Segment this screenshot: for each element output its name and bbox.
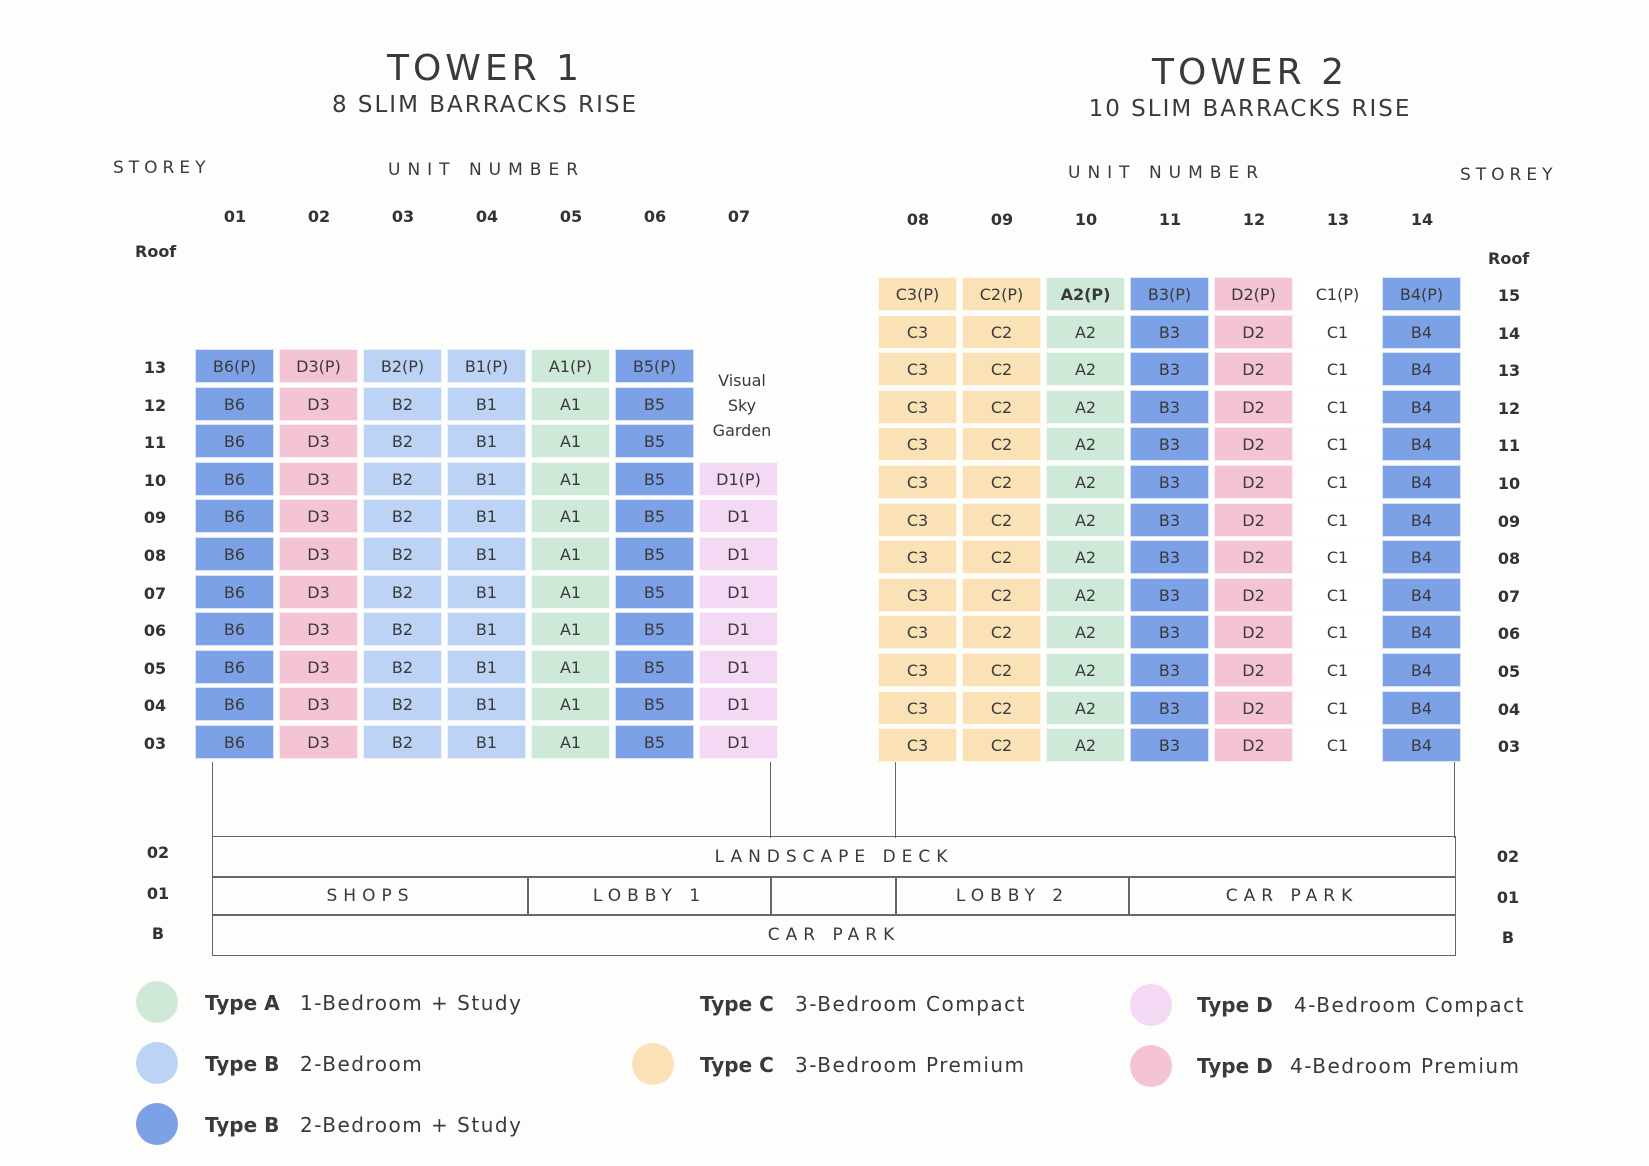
tower2-unit-13-11: C1 xyxy=(1298,427,1377,461)
legend-swatch-type-d-premium xyxy=(1130,1045,1172,1087)
tower1-storey-08: 08 xyxy=(143,546,167,565)
legend-type-b-study: Type B xyxy=(205,1113,280,1137)
tower1-unit-01-05: B6 xyxy=(195,650,274,684)
storey-02-left: 02 xyxy=(146,843,170,862)
tower2-unit-08-05: C3 xyxy=(878,653,957,687)
tower1-unit-06-13: B5(P) xyxy=(615,349,694,383)
tower2-unit-08-10: C3 xyxy=(878,465,957,499)
tower2-unit-10-03: A2 xyxy=(1046,728,1125,762)
tower2-unit-11-09: B3 xyxy=(1130,503,1209,537)
tower2-unit-13-07: C1 xyxy=(1298,578,1377,612)
tower1-unit-02-06: D3 xyxy=(279,612,358,646)
legend-desc-type-a: 1-Bedroom + Study xyxy=(300,991,523,1015)
visual-sky-garden xyxy=(697,368,787,443)
tower1-unit-02-05: D3 xyxy=(279,650,358,684)
tower2-unit-09-05: C2 xyxy=(962,653,1041,687)
tower2-unit-10-07: A2 xyxy=(1046,578,1125,612)
tower2-unit-08-07: C3 xyxy=(878,578,957,612)
tower2-column-10: 10 xyxy=(1074,210,1098,229)
tower1-column-03: 03 xyxy=(391,207,415,226)
tower2-unit-09-10: C2 xyxy=(962,465,1041,499)
tower1-unit-03-07: B2 xyxy=(363,575,442,609)
storey-01-left: 01 xyxy=(146,884,170,903)
tower2-unit-14-15: B4(P) xyxy=(1382,277,1461,311)
legend-type-b: Type B xyxy=(205,1052,280,1076)
tower1-storey-07: 07 xyxy=(143,583,167,603)
tower1-unit-02-08: D3 xyxy=(279,537,358,571)
tower2-unit-10-05: A2 xyxy=(1046,653,1125,687)
tower2-unit-11-06: B3 xyxy=(1130,615,1209,649)
tower2-unit-08-08: C3 xyxy=(878,540,957,574)
tower2-unit-12-06: D2 xyxy=(1214,615,1293,649)
car-park-01-box xyxy=(1128,876,1456,916)
tower2-storey-09: 09 xyxy=(1497,511,1521,531)
tower1-unit-05-09: A1 xyxy=(531,499,610,533)
tower1-storey-11: 11 xyxy=(143,433,167,453)
storey-b-right: B xyxy=(1501,928,1515,947)
tower2-address: 10 SLIM BARRACKS RISE xyxy=(1088,96,1412,122)
shops-label: SHOPS xyxy=(326,886,415,906)
tower1-column-01: 01 xyxy=(223,207,247,226)
tower2-unit-10-10: A2 xyxy=(1046,465,1125,499)
tower1-unit-07-03: D1 xyxy=(699,725,778,759)
shops-box xyxy=(212,876,529,916)
tower2-unit-09-07: C2 xyxy=(962,578,1041,612)
podium-gap-box xyxy=(770,876,897,916)
tower1-column-02: 02 xyxy=(307,207,331,226)
tower1-storey-03: 03 xyxy=(143,734,167,753)
tower2-unit-14-12: B4 xyxy=(1382,390,1461,424)
tower1-stilt-right xyxy=(770,762,771,838)
tower1-unit-01-08: B6 xyxy=(195,537,274,571)
tower2-unit-10-09: A2 xyxy=(1046,503,1125,537)
tower2-unit-12-03: D2 xyxy=(1214,728,1293,762)
tower1-unit-01-06: B6 xyxy=(195,612,274,646)
tower2-unit-10-11: A2 xyxy=(1046,427,1125,461)
tower2-unit-11-12: B3 xyxy=(1130,390,1209,424)
tower1-unit-05-13: A1(P) xyxy=(531,349,610,383)
tower2-unit-12-04: D2 xyxy=(1214,691,1293,725)
tower2-unit-13-12: C1 xyxy=(1298,390,1377,424)
legend-swatch-type-b-study xyxy=(136,1103,178,1145)
tower1-unit-01-07: B6 xyxy=(195,575,274,609)
tower2-unit-12-05: D2 xyxy=(1214,653,1293,687)
tower1-storey-04: 04 xyxy=(143,696,167,716)
legend-swatch-type-b xyxy=(136,1042,178,1084)
tower1-unit-06-04: B5 xyxy=(615,687,694,721)
legend-type-c-premium: Type C xyxy=(700,1053,774,1077)
tower1-storey-10: 10 xyxy=(143,470,167,490)
lobby1-box xyxy=(527,876,772,916)
legend-desc-type-c-premium: 3-Bedroom Premium xyxy=(795,1053,1026,1077)
tower2-unit-09-09: C2 xyxy=(962,503,1041,537)
tower1-unit-07-09: D1 xyxy=(699,499,778,533)
tower1-unit-04-11: B1 xyxy=(447,424,526,458)
tower2-column-12: 12 xyxy=(1242,210,1266,229)
tower2-unit-09-11: C2 xyxy=(962,427,1041,461)
tower2-unit-12-07: D2 xyxy=(1214,578,1293,612)
sky-garden-line-2: Sky xyxy=(727,396,757,415)
tower2-unit-14-07: B4 xyxy=(1382,578,1461,612)
tower2-unit-14-04: B4 xyxy=(1382,691,1461,725)
tower2-unit-13-14: C1 xyxy=(1298,315,1377,349)
tower1-unit-07-07: D1 xyxy=(699,575,778,609)
tower1-unit-07-06: D1 xyxy=(699,612,778,646)
tower2-unit-13-06: C1 xyxy=(1298,615,1377,649)
tower2-unit-14-03: B4 xyxy=(1382,728,1461,762)
storey-02-right: 02 xyxy=(1496,847,1520,866)
tower2-unit-10-04: A2 xyxy=(1046,691,1125,725)
tower1-column-04: 04 xyxy=(475,207,499,226)
tower1-unit-05-03: A1 xyxy=(531,725,610,759)
tower1-unit-04-09: B1 xyxy=(447,499,526,533)
tower2-unit-14-08: B4 xyxy=(1382,540,1461,574)
sky-garden-line-3: Garden xyxy=(712,421,772,440)
tower2-stilt-left xyxy=(895,762,896,838)
tower1-unit-06-10: B5 xyxy=(615,462,694,496)
tower2-unit-09-03: C2 xyxy=(962,728,1041,762)
tower2-unit-11-11: B3 xyxy=(1130,427,1209,461)
tower2-unit-10-08: A2 xyxy=(1046,540,1125,574)
tower2-unit-14-14: B4 xyxy=(1382,315,1461,349)
tower2-storey-07: 07 xyxy=(1497,586,1521,606)
tower2-unit-11-08: B3 xyxy=(1130,540,1209,574)
legend-type-d-premium: Type D xyxy=(1197,1054,1273,1078)
tower1-storey-05: 05 xyxy=(143,658,167,678)
tower1-unit-01-03: B6 xyxy=(195,725,274,759)
tower1-unit-07-10: D1(P) xyxy=(699,462,778,496)
legend-desc-type-d-compact: 4-Bedroom Compact xyxy=(1294,993,1526,1017)
tower1-unit-01-11: B6 xyxy=(195,424,274,458)
tower1-unit-01-10: B6 xyxy=(195,462,274,496)
tower2-unit-09-14: C2 xyxy=(962,315,1041,349)
tower2-column-14: 14 xyxy=(1410,210,1434,229)
legend-type-c-compact: Type C xyxy=(700,992,774,1016)
tower2-unit-10-15: A2(P) xyxy=(1046,277,1125,311)
tower2-unit-09-06: C2 xyxy=(962,615,1041,649)
tower1-unit-07-05: D1 xyxy=(699,650,778,684)
tower2-unit-09-13: C2 xyxy=(962,352,1041,386)
tower1-unit-01-09: B6 xyxy=(195,499,274,533)
tower1-unit-03-10: B2 xyxy=(363,462,442,496)
tower2-storey-14: 14 xyxy=(1497,323,1521,343)
tower2-unit-12-15: D2(P) xyxy=(1214,277,1293,311)
tower2-unit-08-12: C3 xyxy=(878,390,957,424)
tower2-unit-13-10: C1 xyxy=(1298,465,1377,499)
legend-swatch-type-d-compact xyxy=(1130,984,1172,1026)
tower2-unit-11-13: B3 xyxy=(1130,352,1209,386)
tower1-unit-02-10: D3 xyxy=(279,462,358,496)
tower1-unit-04-13: B1(P) xyxy=(447,349,526,383)
tower2-unit-11-05: B3 xyxy=(1130,653,1209,687)
tower1-unit-03-08: B2 xyxy=(363,537,442,571)
tower1-unit-06-07: B5 xyxy=(615,575,694,609)
tower2-unit-08-13: C3 xyxy=(878,352,957,386)
tower2-unit-09-15: C2(P) xyxy=(962,277,1041,311)
tower1-unit-05-12: A1 xyxy=(531,387,610,421)
storey-b-left: B xyxy=(151,924,165,943)
tower1-unit-03-13: B2(P) xyxy=(363,349,442,383)
tower2-unit-12-13: D2 xyxy=(1214,352,1293,386)
tower1-unit-05-04: A1 xyxy=(531,687,610,721)
tower2-column-08: 08 xyxy=(906,210,930,229)
unit-number-header-left: UNIT NUMBER xyxy=(388,160,586,180)
tower1-unit-04-05: B1 xyxy=(447,650,526,684)
tower2-unit-12-08: D2 xyxy=(1214,540,1293,574)
legend-desc-type-b-study: 2-Bedroom + Study xyxy=(300,1113,523,1137)
legend-type-d-compact: Type D xyxy=(1197,993,1273,1017)
tower2-storey-15: 15 xyxy=(1497,286,1521,305)
legend-desc-type-d-premium: 4-Bedroom Premium xyxy=(1290,1054,1521,1078)
tower2-storey-06: 06 xyxy=(1497,624,1521,644)
storey-header-left: STOREY xyxy=(113,158,211,178)
tower2-unit-14-05: B4 xyxy=(1382,653,1461,687)
tower1-unit-02-09: D3 xyxy=(279,499,358,533)
tower2-unit-13-13: C1 xyxy=(1298,352,1377,386)
tower2-unit-08-09: C3 xyxy=(878,503,957,537)
tower2-unit-09-12: C2 xyxy=(962,390,1041,424)
tower1-unit-04-10: B1 xyxy=(447,462,526,496)
tower2-unit-12-12: D2 xyxy=(1214,390,1293,424)
tower2-storey-11: 11 xyxy=(1497,436,1521,456)
tower2-unit-10-13: A2 xyxy=(1046,352,1125,386)
tower1-address: 8 SLIM BARRACKS RISE xyxy=(331,92,639,118)
sky-garden-line-1: Visual xyxy=(718,371,766,390)
lobby2-label: LOBBY 2 xyxy=(955,886,1070,906)
legend-desc-type-b: 2-Bedroom xyxy=(300,1052,424,1076)
tower1-column-06: 06 xyxy=(643,207,667,226)
tower1-storey-13: 13 xyxy=(143,358,167,377)
tower2-unit-12-10: D2 xyxy=(1214,465,1293,499)
tower2-unit-13-04: C1 xyxy=(1298,691,1377,725)
roof-label-right: Roof xyxy=(1488,249,1530,268)
tower2-unit-10-12: A2 xyxy=(1046,390,1125,424)
tower2-unit-13-03: C1 xyxy=(1298,728,1377,762)
tower2-unit-09-04: C2 xyxy=(962,691,1041,725)
storey-01-right: 01 xyxy=(1496,888,1520,907)
tower1-unit-03-09: B2 xyxy=(363,499,442,533)
tower1-column-05: 05 xyxy=(559,207,583,226)
tower2-unit-11-07: B3 xyxy=(1130,578,1209,612)
tower1-unit-05-06: A1 xyxy=(531,612,610,646)
tower1-title: TOWER 1 xyxy=(386,48,584,89)
tower2-unit-14-06: B4 xyxy=(1382,615,1461,649)
unit-number-header-right: UNIT NUMBER xyxy=(1068,163,1266,183)
tower1-unit-04-12: B1 xyxy=(447,387,526,421)
tower1-unit-02-13: D3(P) xyxy=(279,349,358,383)
car-park-01-label: CAR PARK xyxy=(1225,886,1359,906)
tower1-unit-02-04: D3 xyxy=(279,687,358,721)
tower1-unit-05-08: A1 xyxy=(531,537,610,571)
tower2-storey-04: 04 xyxy=(1497,699,1521,719)
tower2-unit-11-04: B3 xyxy=(1130,691,1209,725)
tower1-unit-06-08: B5 xyxy=(615,537,694,571)
tower1-unit-04-07: B1 xyxy=(447,575,526,609)
legend-desc-type-c-compact: 3-Bedroom Compact xyxy=(795,992,1027,1016)
tower1-unit-04-03: B1 xyxy=(447,725,526,759)
tower2-unit-14-11: B4 xyxy=(1382,427,1461,461)
tower2-unit-11-15: B3(P) xyxy=(1130,277,1209,311)
tower2-storey-12: 12 xyxy=(1497,398,1521,418)
tower2-unit-09-08: C2 xyxy=(962,540,1041,574)
tower2-unit-13-09: C1 xyxy=(1298,503,1377,537)
tower2-unit-14-13: B4 xyxy=(1382,352,1461,386)
tower1-unit-05-10: A1 xyxy=(531,462,610,496)
tower2-unit-11-14: B3 xyxy=(1130,315,1209,349)
tower2-stilt-right xyxy=(1454,762,1455,838)
tower1-unit-01-04: B6 xyxy=(195,687,274,721)
tower2-unit-12-14: D2 xyxy=(1214,315,1293,349)
tower1-unit-04-08: B1 xyxy=(447,537,526,571)
tower2-unit-08-06: C3 xyxy=(878,615,957,649)
tower2-unit-13-08: C1 xyxy=(1298,540,1377,574)
tower2-unit-11-03: B3 xyxy=(1130,728,1209,762)
tower2-unit-08-03: C3 xyxy=(878,728,957,762)
tower1-unit-04-04: B1 xyxy=(447,687,526,721)
tower1-unit-07-04: D1 xyxy=(699,687,778,721)
tower2-storey-10: 10 xyxy=(1497,474,1521,493)
legend-swatch-type-c-premium xyxy=(632,1043,674,1085)
tower2-unit-08-04: C3 xyxy=(878,691,957,725)
tower1-unit-02-07: D3 xyxy=(279,575,358,609)
tower2-column-11: 11 xyxy=(1158,210,1182,229)
tower2-unit-12-09: D2 xyxy=(1214,503,1293,537)
tower1-unit-05-05: A1 xyxy=(531,650,610,684)
tower2-storey-08: 08 xyxy=(1497,549,1521,569)
tower1-storey-12: 12 xyxy=(143,395,167,415)
tower1-stilt-left xyxy=(212,762,213,838)
tower2-unit-08-11: C3 xyxy=(878,427,957,461)
tower1-column-07: 07 xyxy=(727,207,751,226)
tower1-unit-07-08: D1 xyxy=(699,537,778,571)
tower2-unit-08-15: C3(P) xyxy=(878,277,957,311)
tower1-unit-03-11: B2 xyxy=(363,424,442,458)
tower2-title: TOWER 2 xyxy=(1151,52,1349,93)
car-park-basement-box xyxy=(212,914,1456,956)
tower2-unit-13-15: C1(P) xyxy=(1298,277,1377,311)
tower1-unit-05-07: A1 xyxy=(531,575,610,609)
tower2-unit-08-14: C3 xyxy=(878,315,957,349)
tower2-storey-05: 05 xyxy=(1497,662,1521,681)
tower2-storey-13: 13 xyxy=(1497,361,1521,381)
tower1-unit-03-04: B2 xyxy=(363,687,442,721)
tower1-unit-06-05: B5 xyxy=(615,650,694,684)
lobby1-label: LOBBY 1 xyxy=(592,886,707,906)
tower2-unit-11-10: B3 xyxy=(1130,465,1209,499)
tower1-unit-06-11: B5 xyxy=(615,424,694,458)
tower1-unit-06-09: B5 xyxy=(615,499,694,533)
tower1-storey-09: 09 xyxy=(143,508,167,528)
tower2-unit-13-05: C1 xyxy=(1298,653,1377,687)
tower1-unit-06-03: B5 xyxy=(615,725,694,759)
tower1-unit-01-13: B6(P) xyxy=(195,349,274,383)
tower2-unit-10-06: A2 xyxy=(1046,615,1125,649)
tower1-storey-06: 06 xyxy=(143,621,167,641)
tower1-unit-06-12: B5 xyxy=(615,387,694,421)
tower1-unit-02-12: D3 xyxy=(279,387,358,421)
tower1-unit-03-03: B2 xyxy=(363,725,442,759)
tower1-unit-02-11: D3 xyxy=(279,424,358,458)
tower2-column-13: 13 xyxy=(1326,210,1350,229)
tower2-unit-10-14: A2 xyxy=(1046,315,1125,349)
tower2-storey-03: 03 xyxy=(1497,737,1521,757)
car-park-b-label: CAR PARK xyxy=(767,925,901,945)
tower1-unit-05-11: A1 xyxy=(531,424,610,458)
tower1-unit-03-05: B2 xyxy=(363,650,442,684)
lobby2-box xyxy=(895,876,1130,916)
tower1-unit-04-06: B1 xyxy=(447,612,526,646)
tower1-unit-02-03: D3 xyxy=(279,725,358,759)
tower2-unit-14-10: B4 xyxy=(1382,465,1461,499)
tower1-unit-03-06: B2 xyxy=(363,612,442,646)
tower1-unit-06-06: B5 xyxy=(615,612,694,646)
landscape-deck xyxy=(212,836,1456,878)
tower2-unit-14-09: B4 xyxy=(1382,503,1461,537)
tower2-column-09: 09 xyxy=(990,210,1014,229)
legend-type-a: Type A xyxy=(205,991,280,1015)
tower1-unit-01-12: B6 xyxy=(195,387,274,421)
legend-swatch-type-a xyxy=(136,981,178,1023)
tower1-unit-03-12: B2 xyxy=(363,387,442,421)
tower2-unit-12-11: D2 xyxy=(1214,427,1293,461)
roof-label-left: Roof xyxy=(135,242,177,261)
storey-header-right: STOREY xyxy=(1460,165,1558,185)
landscape-deck-label: LANDSCAPE DECK xyxy=(714,847,954,867)
